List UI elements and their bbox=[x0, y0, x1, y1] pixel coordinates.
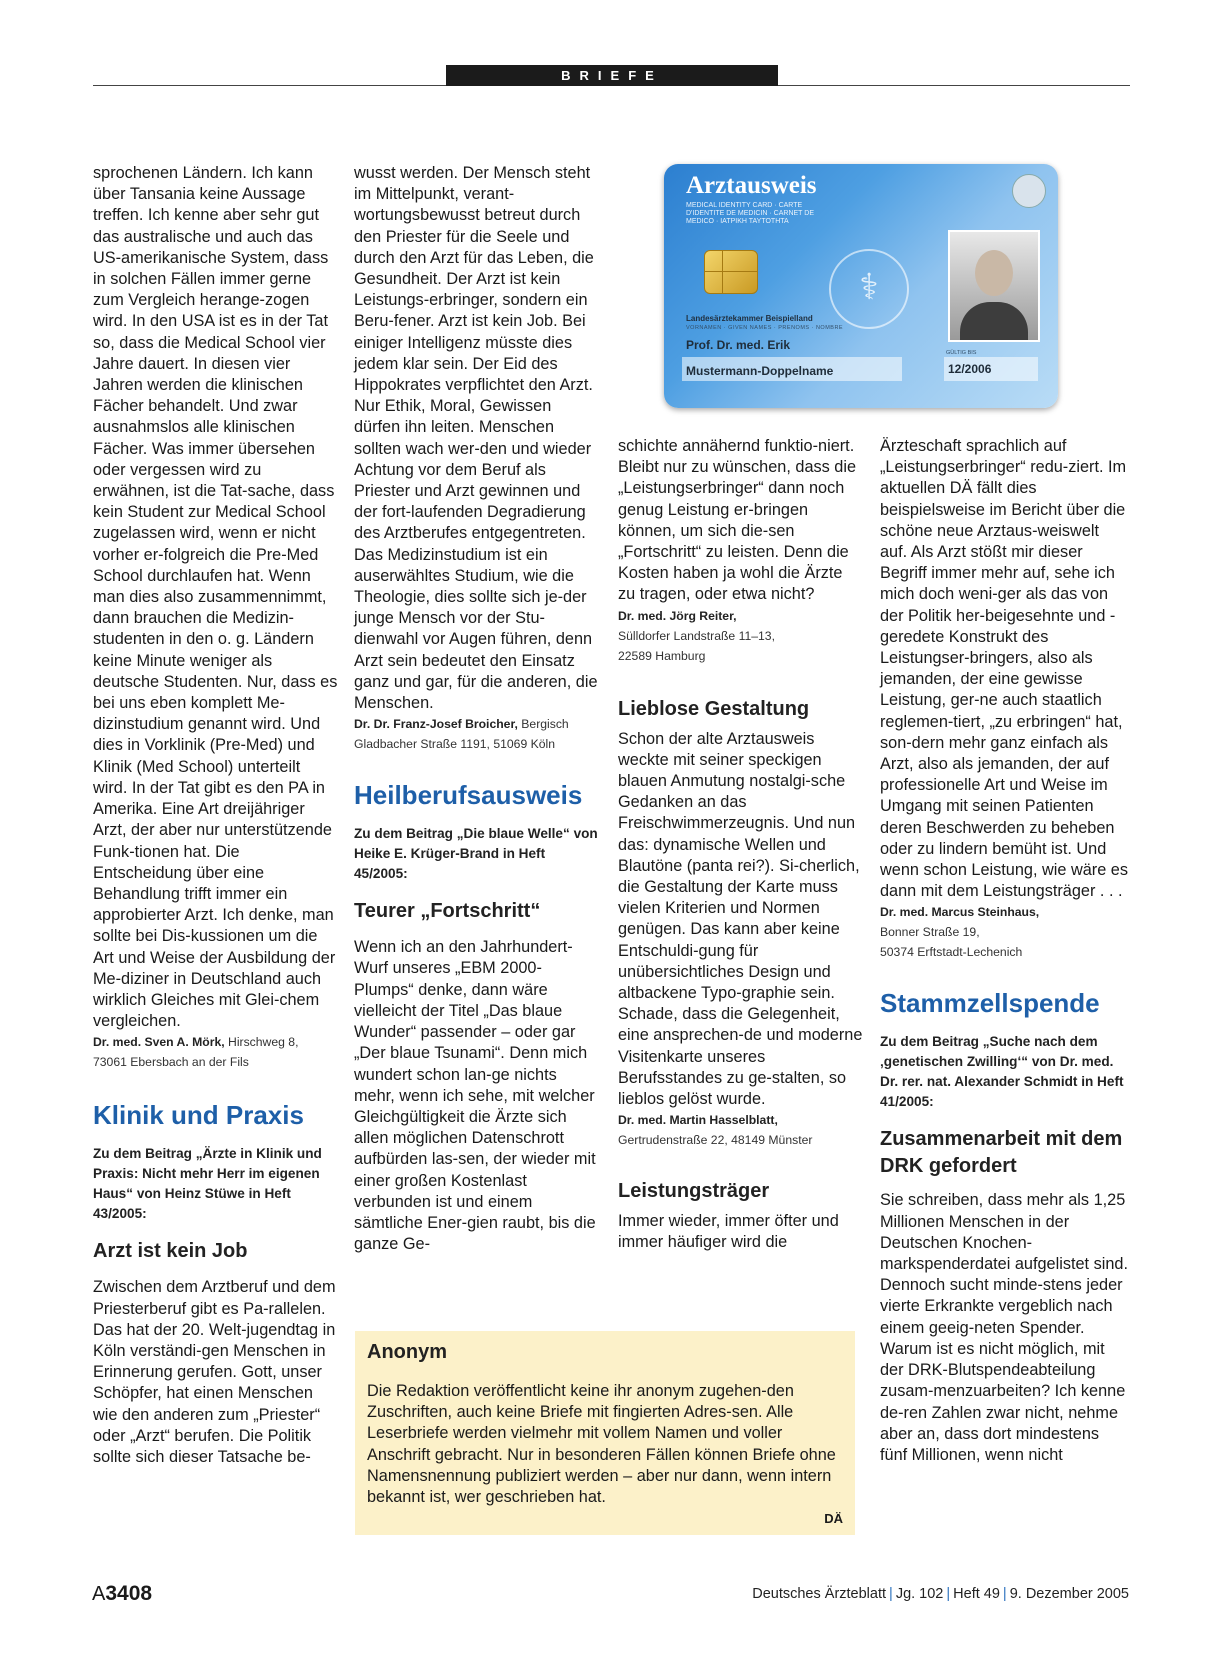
article-reference: Zu dem Beitrag „Ärzte in Klinik und Praxis: Nicht mehr Herr im eigenen Haus“ von Heinz Stüwe in Heft 43/2005: bbox=[93, 1146, 322, 1222]
caduceus-icon: ⚕ bbox=[829, 249, 909, 329]
card-given-name: Prof. Dr. med. Erik bbox=[686, 338, 791, 352]
article-reference: Zu dem Beitrag „Die blaue Welle“ von Heike E. Krüger-Brand in Heft 45/2005: bbox=[354, 826, 598, 882]
signature: Dr. med. Marcus Steinhaus, Bonner Straße 19, 50374 Erftstadt-Lechenich bbox=[880, 905, 1040, 960]
card-valid-label: GÜLTIG BIS bbox=[946, 350, 977, 356]
box-text: Die Redaktion veröffentlicht keine ihr anonym zugehen-den Zuschriften, auch keine Briefe mit fingierten Adres-sen. Alle Leserbriefe werden vielmehr mit vollem Namen und voller Anschrift gebracht. Nur in besonderen Fällen können Briefe ohne Namensnennung publiziert werden – aber nur dann, wenn intern bekannt ist, wer geschrieben hat. bbox=[367, 1382, 836, 1507]
letter-text: Wenn ich an den Jahrhundert-Wurf unseres „EBM 2000-Plumps“ denke, dann wäre vielleicht der Titel „Das blaue Wunder“ passender – oder gar „Der blaue Tsunami“. Denn mich wundert schon lan-ge nichts mehr, wenn ich sehe, mit welcher Gleichgültigkeit die Ärzte sich allen möglichen Datenschrott aufbürden las-sen, der wieder mit einer großen Kostenlast verbunden ist und einem sämtliche Ener-gien raubt, bis die ganze Ge- bbox=[354, 938, 596, 1254]
doctor-id-card-image bbox=[656, 158, 1066, 418]
letter-text: sprochenen Ländern. Ich kann über Tansania keine Aussage treffen. Ich kenne aber sehr gut das australische und auch das US-amerikanische System, dass in solchen Fällen immer gerne zum Vergleich herange-zogen wird. In den USA ist es in der Tat so, dass die Medical School vier Jahre dauert. In diesen vier Jahren werden die klinischen Fächer behandelt. Und zwar ausnahmslos alle klinischen Fächer. Was immer übersehen oder vergessen wird zu erwähnen, ist die Tat-sache, dass kein Student zur Medical School zugelassen wird, wenn er nicht vorher er-folgreich die Pre-Med School durchlaufen hat. Wenn man dies also zusammennimmt, dann brauchen die Medizin-studenten in den o. g. Ländern keine Minute weniger als deutsche Studenten. Nur, dass es bei uns eben komplett Me-dizinstudium genannt wird. Und dies in Vorklinik (Pre-Med) und Klinik (Med School) unterteilt wird. In der Tat gibt es den PA in Amerika. Eine Art dreijähriger Arzt, der aber nur unterstützende Funk-tionen hat. Die Entscheidung über eine Behandlung trifft immer ein approbierter Arzt. Ich denke, man sollte bei Dis-kussionen um die Art und Weise der Ausbildung der Me-diziner in Deutschland auch wirklich Gleiches mit Glei-chem vergleichen. bbox=[93, 164, 338, 1031]
anonym-notice-box bbox=[355, 1331, 855, 1535]
card-chamber: Landesärztekammer Beispielland bbox=[686, 314, 813, 323]
card-field-label: VORNAMEN · GIVEN NAMES · PRENOMS · NOMBRE bbox=[686, 325, 844, 331]
column-2 bbox=[354, 163, 598, 1255]
page-number: A3408 bbox=[92, 1582, 153, 1605]
letter-text: Immer wieder, immer öfter und immer häufiger wird die bbox=[618, 1212, 839, 1252]
box-title: Anonym bbox=[367, 1341, 447, 1363]
journal-date: 9. Dezember 2005 bbox=[1009, 1586, 1129, 1602]
letter-headline: Zusammenarbeit mit dem DRK gefordert bbox=[880, 1128, 1123, 1178]
section-title: Heilberufsausweis bbox=[354, 780, 583, 811]
article-reference: Zu dem Beitrag „Suche nach dem ‚genetischen Zwilling‘“ von Dr. med. Dr. rer. nat. Alexander Schmidt in Heft 41/2005: bbox=[880, 1034, 1124, 1110]
letter-headline: Lieblose Gestaltung bbox=[618, 697, 810, 720]
chip-icon bbox=[704, 250, 758, 294]
card-subtitle: MEDICAL IDENTITY CARD · CARTE D'IDENTITE DE MEDICIN · CARNET DE MEDICO · ΙΑΤΡΙΚΗ ΤΑΥΤΟΤΗΤΑ bbox=[686, 202, 814, 225]
letter-headline: Teurer „Fortschritt“ bbox=[354, 900, 541, 923]
journal-issue: Heft 49 bbox=[953, 1586, 1000, 1602]
letter-headline: Arzt ist kein Job bbox=[93, 1240, 248, 1263]
letter-text: wusst werden. Der Mensch steht im Mittelpunkt, verant-wortungsbewusst betreut durch den Priester für die Seele und durch den Arzt für das Leben, die Gesundheit. Der Arzt ist kein Leistungs-erbringer, sondern ein Beru-fener. Arzt ist kein Job. Bei einiger Intelligenz müsste dies jedem klar sein. Der Eid des Hippokrates verpflichtet den Arzt. Nur Ethik, Moral, Gewissen dürfen ihn leiten. Menschen sollten wach wer-den und wieder Achtung vor dem Beruf als Priester und Arzt gewinnen und der fort-laufenden Degradierung des Arztberufes entgegentreten. Das Medizinstudium ist ein auserwähltes Studium, wie die Theologie, dies sollte sich je-der junge Mensch vor der Stu-dienwahl vor Augen führen, denn Arzt sein bedeutet den Einsatz ganz und gar, für die anderen, die Menschen. bbox=[354, 164, 598, 713]
journal-info: Deutsches Ärzteblatt | Jg. 102 | Heft 49 | 9. Dezember 2005 bbox=[752, 1586, 1129, 1602]
section-label: BRIEFE bbox=[446, 65, 778, 86]
card-valid-date: 12/2006 bbox=[948, 362, 992, 376]
column-4 bbox=[880, 436, 1130, 1466]
letter-text: Sie schreiben, dass mehr als 1,25 Millionen Menschen in der Deutschen Knochen-markspenderdatei aufgelistet sind. Dennoch sucht minde-stens jeder vierte Erkrankte vergeblich nach einem geeig-neten Spender. Warum ist es nicht möglich, mit der DRK-Blutspendeabteilung zusam-menzuarbeiten? Ich kenne de-ren Zahlen zwar nicht, nehme aber an, dass dort mindestens fünf Millionen, wenn nicht bbox=[880, 1191, 1128, 1464]
id-card bbox=[664, 164, 1058, 408]
letter-text: Zwischen dem Arztberuf und dem Priesterberuf gibt es Pa-rallelen. Das hat der 20. Welt-jugendtag in Köln verständi-gen Menschen in Erinnerung gerufen. Gott, unser Schöpfer, hat einen Menschen wie den anderen zum „Priester“ oder „Arzt“ berufen. Die Politik sollte sich dieser Tatsache be- bbox=[93, 1278, 336, 1466]
section-title: Klinik und Praxis bbox=[93, 1100, 304, 1131]
column-3 bbox=[618, 436, 864, 1254]
letter-text: Schon der alte Arztausweis weckte mit seiner speckigen blauen Anmutung nostalgi-sche Gedanken an das Freischwimmerzeugnis. Und nun das: dynamische Wellen und Blautöne (panta rei?). Si-cherlich, die Gestaltung der Karte muss vielen Kriterien und Normen genügen. Das kann aber keine Entschuldi-gung für unübersichtliches Design und altbackene Typo-graphie sein. Schade, dass die Gelegenheit, eine ansprechen-de und moderne Visitenkarte unseres Berufsstandes zu ge-stalten, so lieblos gelöst wurde. bbox=[618, 729, 863, 1109]
journal-name: Deutsches Ärzteblatt bbox=[752, 1586, 887, 1602]
letter-text: Ärzteschaft sprachlich auf „Leistungserbringer“ redu-ziert. Im aktuellen DÄ fällt dies beispielsweise im Bericht über die schöne neue Arztaus-weiswelt auf. Als Arzt stößt mir dieser Begriff immer mehr auf, sehe ich mich doch weni-ger als das von der Politik her-beigesehnte und -geredete Konstrukt des Leistungser-bringers, also als jemanden, der eine gewisse Leistung, ger-ne auch staatlich reglemen-tiert, „zu erbringen“ hat, son-dern mehr ganz einfach als Arzt, also als jemanden, der auf professionelle Art und Weise im Umgang mit seinen Patienten deren Beschwerden zu beheben oder zu lindern bemüht ist. Und wenn schon Leistung, wie wäre es dann mit dem Leistungsträger . . . bbox=[880, 437, 1128, 901]
signature: Dr. med. Jörg Reiter, Sülldorfer Landstraße 11–13, 22589 Hamburg bbox=[618, 608, 775, 663]
letter-headline: Leistungsträger bbox=[618, 1180, 770, 1203]
box-signature: DÄ bbox=[824, 1511, 843, 1526]
letter-text: schichte annähernd funktio-niert. Bleibt nur zu wünschen, dass die „Leistungserbringer“ dann noch genug Leistung er-bringen können, um sich die-sen „Fortschritt“ zu leisten. Denn die Kosten haben ja wohl die Ärzte zu tragen, oder etwa nicht? bbox=[618, 437, 857, 604]
portrait-photo bbox=[948, 230, 1040, 342]
signature: Dr. med. Martin Hasselblatt, Gertrudenstraße 22, 48149 Münster bbox=[618, 1113, 813, 1148]
signature: Dr. Dr. Franz-Josef Broicher, Bergisch Gladbacher Straße 1191, 51069 Köln bbox=[354, 717, 569, 752]
card-surname: Mustermann-Doppelname bbox=[686, 364, 834, 378]
section-title: Stammzellspende bbox=[880, 988, 1100, 1019]
signature: Dr. med. Sven A. Mörk, Hirschweg 8, 73061 Ebersbach an der Fils bbox=[93, 1035, 299, 1070]
emblem-icon bbox=[1012, 174, 1046, 208]
journal-volume: Jg. 102 bbox=[895, 1586, 944, 1602]
column-1 bbox=[93, 163, 338, 1468]
card-title: Arztausweis bbox=[686, 172, 817, 199]
